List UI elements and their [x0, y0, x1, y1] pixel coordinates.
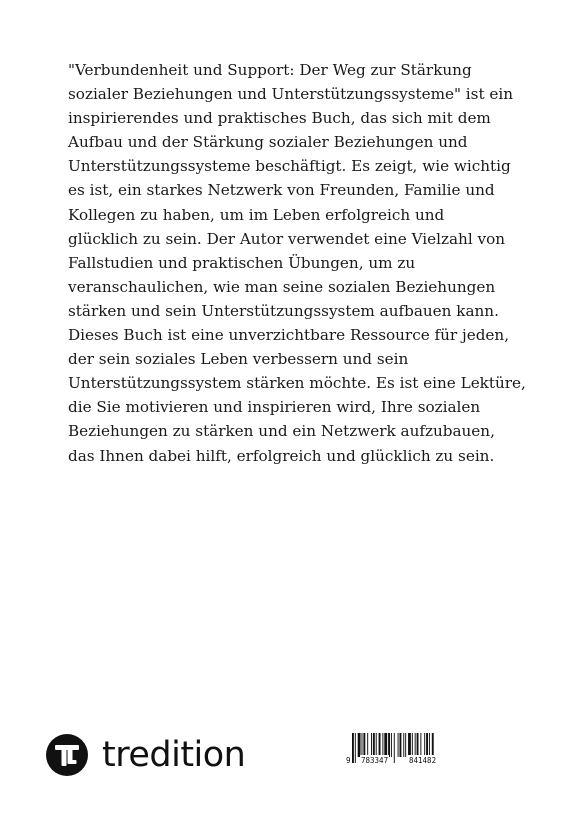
barcode-bar: [424, 733, 425, 757]
barcode-bar: [362, 733, 363, 757]
blurb-line: der sein soziales Leben verbessern und sein: [68, 350, 409, 369]
barcode-left-group: 783347: [361, 756, 389, 765]
barcode-bar: [373, 733, 375, 757]
blurb-line: "Verbundenheit und Support: Der Weg zur Stärkung: [68, 61, 472, 79]
barcode-bar: [391, 733, 392, 757]
blurb-line: Beziehungen zu stärken und ein Netzwerk aufzubauen,: [68, 422, 495, 441]
barcode-bar: [426, 733, 428, 757]
tredition-logo-icon: [46, 734, 88, 776]
barcode-bar: [420, 733, 421, 757]
blurb-line: veranschaulichen, wie man seine sozialen Beziehungen: [68, 277, 496, 296]
barcode-bar: [398, 733, 399, 757]
blurb-line: es ist, ein starkes Netzwerk von Freunden, Familie und: [68, 181, 495, 200]
barcode-bar: [388, 733, 390, 757]
barcode-digits: [348, 755, 454, 767]
barcode-bar: [363, 733, 365, 757]
publisher-logo: [46, 733, 245, 777]
barcode-bar: [408, 733, 411, 757]
barcode-bar: [382, 733, 383, 757]
barcode-bar: [400, 733, 402, 757]
barcode-bar: [367, 733, 368, 757]
blurb-line: stärken und sein Unterstützungssystem aufbauen kann.: [68, 301, 499, 320]
barcode-bar: [371, 733, 372, 757]
barcode-bar: [379, 733, 381, 757]
blurb-line: Unterstützungssystem stärken möchte. Es ist eine Lektüre,: [68, 374, 526, 393]
barcode-bar: [417, 733, 419, 757]
blurb-line: Aufbau und der Stärkung sozialer Beziehungen und: [68, 133, 468, 152]
barcode-bar: [412, 733, 413, 757]
barcode-bar: [384, 733, 387, 757]
back-cover-blurb: [68, 58, 526, 468]
barcode-right-group: 841482: [409, 756, 437, 765]
barcode-bar: [429, 733, 430, 757]
publisher-name: tredition: [102, 734, 246, 775]
blurb-line: Fallstudien und praktischen Übungen, um zu: [68, 253, 416, 272]
blurb-line: Dieses Buch ist eine unverzichtbare Ressource für jeden,: [68, 326, 510, 345]
blurb-line: Unterstützungssysteme beschäftigt. Es zeigt, wie wichtig: [68, 157, 511, 176]
barcode-first-digit: 9: [346, 756, 351, 765]
blurb-line: sozialer Beziehungen und Unterstützungssysteme" ist ein: [68, 85, 514, 104]
barcode-bar: [358, 733, 361, 757]
barcode-bar: [405, 733, 406, 757]
blurb-line: das Ihnen dabei hilft, erfolgreich und glücklich zu sein.: [68, 446, 495, 465]
blurb-line: Kollegen zu haben, um im Leben erfolgreich und: [68, 205, 445, 224]
barcode-bar: [403, 733, 404, 757]
barcode-bar: [376, 733, 377, 757]
blurb-line: inspirierendes und praktisches Buch, das sich mit dem: [68, 109, 491, 128]
blurb-line: glücklich zu sein. Der Autor verwendet eine Vielzahl von: [68, 229, 506, 248]
barcode-bar: [415, 733, 416, 757]
isbn-barcode: [348, 733, 454, 769]
blurb-line: die Sie motivieren und inspirieren wird, Ihre sozialen: [68, 398, 481, 417]
